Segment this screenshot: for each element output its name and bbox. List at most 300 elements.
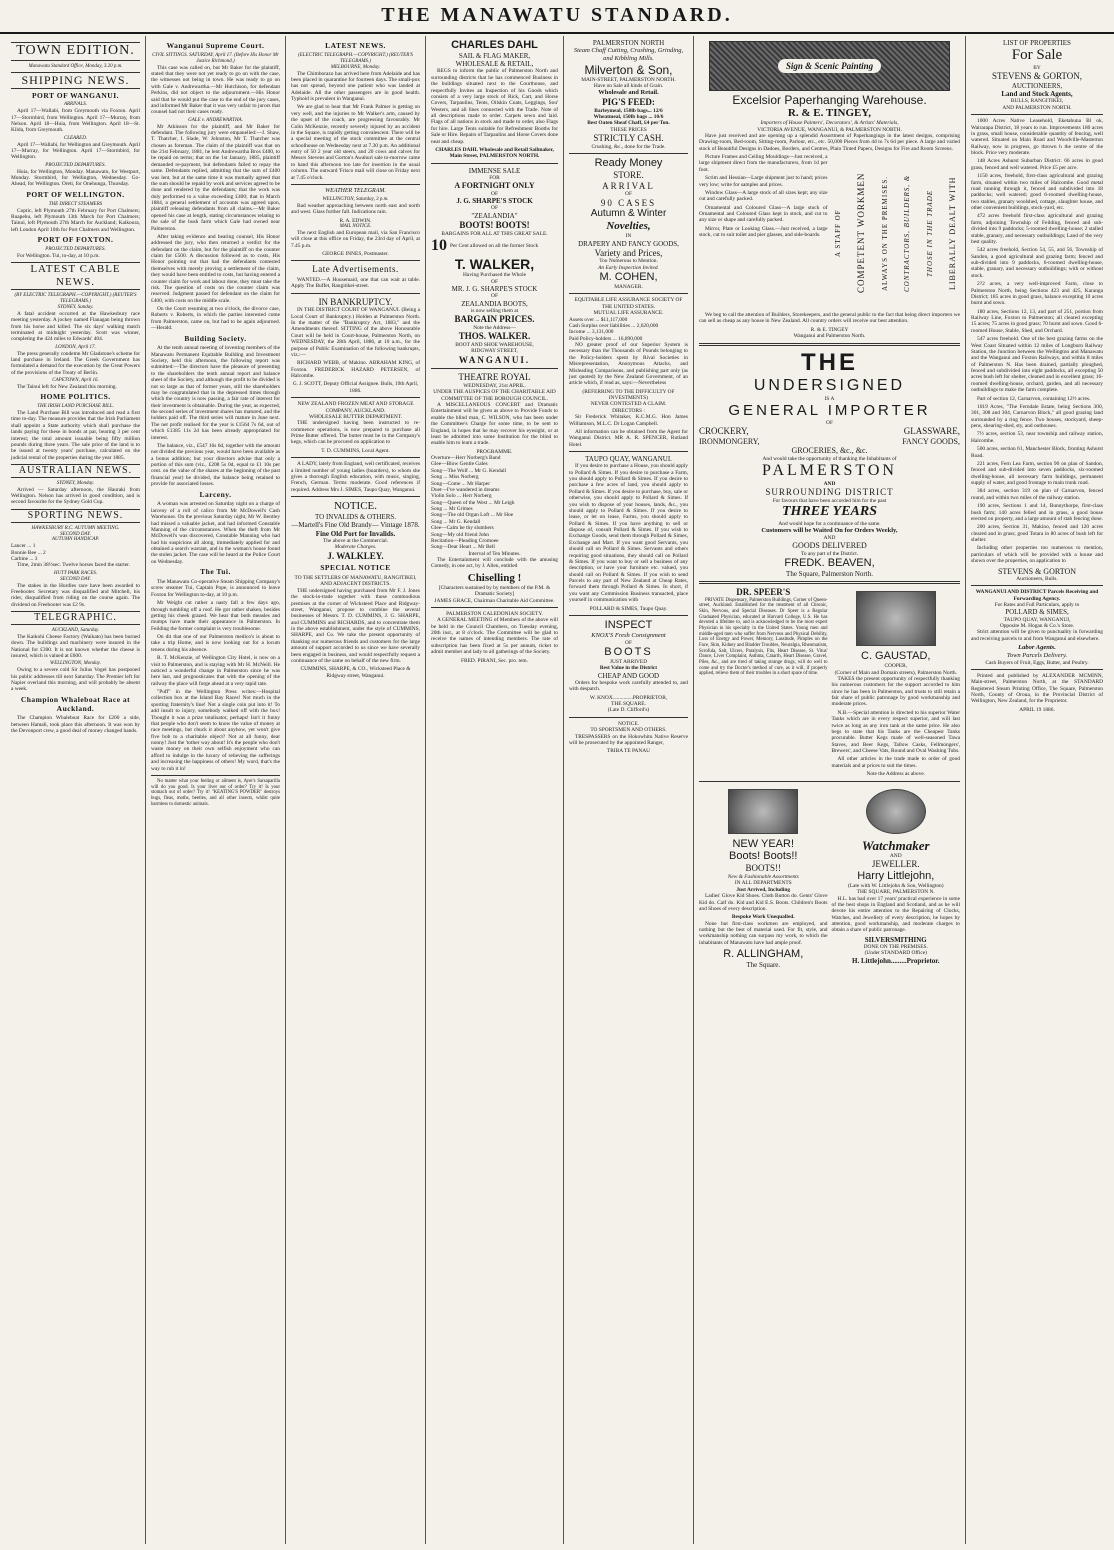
- programme-item: Duet—I've wandered in dreams: [431, 486, 500, 493]
- gaustad-address: (Corner of Main and Domain streets), Palmerston North.: [834, 669, 957, 676]
- milverton: Milverton & Son,: [584, 62, 673, 77]
- shipping-heading: SHIPPING NEWS.: [11, 72, 140, 88]
- cummins-sig: CUMMINS, SHARPE, & CO., Wicksteed Place & Ridgway street, Wanganui.: [300, 666, 411, 679]
- taupo-quay: TAUPO QUAY, WANGANUI,: [1003, 616, 1071, 623]
- divider: [699, 343, 960, 346]
- just-arrived: Just Arrived, Including: [736, 886, 791, 893]
- building-text: At the tenth annual meeting of investing members of the Manawatu Permanent Equitable Building and Investment Society, held this afternoon, the following report was submitted:—The directors have the pleasure of presenting to the shareholders the tenth annual report and balance sheet of the Society, and although the profit to be divided is not so large as that of former years, still the shareholders may be congratulated that in the depressed times through which the country is now passing, a fair rate of interest for their investment is obtainable. During the year, as expected, the second series of investment shares has matured, and the holders paid off. The third series will mature in June next. The net profit realised for the year is £1564 7s 6d, out of which £1385 11s 2d has been already appropriated for interest.: [151, 345, 280, 441]
- silversmithing: SILVERSMITHING: [864, 935, 927, 944]
- programme-item: Song ... Miss Norberg: [431, 474, 479, 481]
- undersigned: UNDERSIGNED: [753, 376, 906, 394]
- hutt-heading: HUTT PARK RACES.: [53, 570, 98, 576]
- main-street: MAIN-STREET, PALMERSTON NORTH.: [581, 76, 676, 83]
- kid-list: Ladies' Glove Kid Shoes. Cloth Button do. Gents' Glove Kid do. Calf do. Kid and Kid E.S. Boots. Children's Boots and Shoes of every description.: [699, 893, 828, 912]
- column-1: [6, 36, 146, 1544]
- beaven: FREDK. BEAVEN,: [784, 556, 875, 569]
- cohen: M. COHEN,: [599, 271, 658, 284]
- theatre-heading: THEATRE ROYAL: [458, 372, 531, 383]
- column-4: [426, 36, 564, 1544]
- divider: [291, 397, 420, 398]
- customers: Customers will be Waited On for Orders Weekly,: [761, 527, 898, 535]
- manager: MANAGER.: [614, 284, 643, 291]
- cooper: COOPER,: [884, 663, 908, 670]
- sail-heading: SAIL & FLAG MAKER,: [458, 51, 531, 60]
- divider: [699, 781, 960, 782]
- wheatmeal: Wheatmeal, 150lb bags ... 10/6: [593, 114, 664, 121]
- chiselling: Chiselling !: [467, 571, 522, 584]
- any-part: To any part of the District.: [800, 550, 859, 557]
- aus-sydney: SYDNEY, Monday.: [56, 480, 95, 486]
- ironmongery: IRONMONGERY,: [699, 436, 760, 446]
- cable-sub: (BY ELECTRIC TELEGRAPH.—COPYRIGHT.) (REUTER'S TELEGRAMS.): [14, 293, 137, 304]
- particulars: Including other properties too numerous to mention, particulars of which will be provided with a house and shown over the properties, on application to: [971, 545, 1103, 565]
- tui-text-3: On dit that one of our Palmerston medico's is about to take a trip Home, and is now looking out for a locum tenens during his absence.: [151, 634, 280, 653]
- autumn-winter: Autumn & Winter: [590, 208, 667, 220]
- of4: OF: [491, 293, 498, 300]
- column-6: [694, 36, 966, 1544]
- pigs-feed: PIG'S FEED:: [602, 97, 655, 108]
- auctioneers: AUCTIONEERS,: [1011, 81, 1063, 90]
- lj-address: THE SQUARE, PALMERSTON N.: [856, 889, 935, 896]
- speer-text: PRIVATE Dispensary, Palmerston Buildings, Corner of Queen-street, Auckland. Established for the treatment of all Chronic, Skin, Nervous, and Special Diseases. Dr Speer is a Regular Graduated Physician, educated at Harvard College, U.S. He has devoted a lifetime to, and is acknowledged to be the most expert Physician in his specialty in the United States. Young men and middle-aged men who suffer from Nervous and Physical Debility, Loss of Energy and Power, Memory, Lassitude, Pimples on the Face, Skin, Kidney and Bladder Troubles, Neuralgia, Rheumatism, Scrofula, Salt, Ulcers, Paralysis, Fits, Heart Disease, St. Vitus' Dance, Liver Complaint, Asthma, Catarrh, Heart Disease, Gravel, Piles, &c., and are tired of taking strange drugs, will do well to come and try the Doctor's method of cure, as it will, if properly applied, relieve them of their troubles in a short space of time.: [699, 597, 828, 677]
- zealandia-boots: ZEALANDIA BOOTS,: [461, 299, 528, 308]
- in-all: IN ALL DEPARTMENTS: [734, 880, 792, 887]
- divider: [569, 615, 688, 616]
- latest-heading: LATEST NEWS.: [325, 41, 386, 50]
- divider: [431, 368, 558, 369]
- in: IN: [625, 233, 632, 240]
- taupo-heading: TAUPO QUAY, WANGANUI.: [585, 455, 672, 464]
- moderate-charges: Moderate Charges.: [334, 544, 377, 551]
- oaten-chaff: Best Oaten Sheaf Chaff, £4 per Ton.: [587, 120, 670, 127]
- column-2: [146, 36, 286, 1544]
- cases: 90 CASES: [600, 197, 657, 208]
- trespass-text: TRESPASSERS on the Hokowhitu Native Reserve will be prosecuted by the appointed Ranger,: [569, 733, 688, 746]
- vert-1: A STAFF OF: [834, 209, 843, 257]
- property-11: 7½ acres, section 53, near township and railway station, Halcombe.: [971, 431, 1103, 444]
- drapery: DRAPERY AND FANCY GOODS,: [578, 239, 679, 248]
- vert-4: CONTRACTORS, BUILDERS, &: [903, 174, 912, 292]
- caledonian-sig: FRED. PIRANI, Sec. pro. tem.: [461, 657, 528, 664]
- beaven-address: The Square, Palmerston North.: [786, 569, 873, 578]
- wknox: W. KNOX...............PROPRIETOR,: [589, 694, 668, 701]
- page-columns: [6, 36, 1108, 1544]
- fortnight: A FORTNIGHT ONLY: [454, 181, 535, 191]
- opposite: Opposite M. Hogan & Co.'s Store.: [999, 623, 1075, 630]
- ridgway: RIDGWAY STREET,: [471, 348, 518, 355]
- stevens-gorton: STEVENS & GORTON,: [991, 71, 1083, 82]
- of2: OF: [491, 205, 498, 212]
- allingham: R. ALLINGHAM,: [723, 948, 804, 961]
- divider: [291, 496, 420, 497]
- clock-illustration: [866, 789, 926, 834]
- knox: KNOX'S Fresh Consignment: [591, 631, 666, 639]
- court-heading: Wanganui Supreme Court.: [166, 41, 265, 50]
- mr-sharpe-stock: MR. J. G. SHARPE'S STOCK: [451, 285, 538, 294]
- late-ads-heading: Late Advertisements.: [312, 264, 399, 275]
- melbourne: MELBOURNE, Monday.: [330, 64, 381, 70]
- property-1: 1000 Acres Native Leasehold, Eketahuna Bl ok, Wairarapa District, 18 years to run. Improvements 180 acres in grass, small house, considerable quantity of fencing, well watered. Situated on Main Road and Woodville-Masterton Railway, now in progress, go thrown h the centre of the block. Price very moderate.: [971, 118, 1103, 157]
- property-16: 200 acres, Section 31, Makino, fenced and 120 acres cleared and in grass; good Totara in 80 acres of bush left for shelter.: [971, 524, 1103, 544]
- second-day: SECOND DAY.: [60, 531, 91, 537]
- tui-text-4: R. T. McKenzie, of Wellington City Hotel, is now on a visit to Palmerston, and is staying with Mr H. McNeill. He noticed a wonderful change in Palmerston since he was here last, and prognosticates that with the opening of the railway the place will forge ahead at a very rapid rate.: [151, 655, 280, 687]
- programme-item: Recitation—Pleading Cromoee: [431, 537, 499, 544]
- autumn-handicap: AUTUMN HANDICAP.: [51, 537, 100, 543]
- new-year: NEW YEAR!: [732, 837, 795, 850]
- note-address: Note the Address—: [473, 325, 516, 332]
- property-9: Part of section 12, Carnarvon, containing 12½ acres.: [977, 395, 1091, 402]
- boots: BOOTS: [604, 645, 653, 658]
- tel-text: The Kaikohi Cheese Factory (Waikato) has been burned down. The buildings and machinery were insured in the National for £300. It is not known whether the cheese is insured, which is valued at £600.: [11, 633, 140, 659]
- divider: [971, 669, 1103, 670]
- tel-auckland: AUCKLAND, Saturday.: [51, 627, 100, 633]
- cable-capetown: CAPETOWN, April 16.: [52, 378, 99, 384]
- parcels-agency: WANGANUI AND DISTRICT Parcels Receiving and Forwarding Agency.: [975, 589, 1099, 602]
- barrel-illustration: [856, 591, 936, 646]
- small-ads: No matter what your feeling or ailment is, Ayer's Sarsaparilla will do you good. Is your liver out of order? Try it! Is your stomach out of order? Try it! "KEATING'S POWDER" destroys bugs, fleas, moths, beetles, and all other insects, whilst quite harmless to domestic animals.: [151, 778, 280, 807]
- divider: [699, 581, 960, 584]
- caledonian-text: A GENERAL MEETING of Members of the above will be held in the Council Chambers, on Tuesday evening, 20th inst., at 8 o'clock. The Committee will be glad to receive the names of intending members. The rate of subscription has been fixed at 5s per annum, ticket to admit member and lady to all gatherings of the Society.: [431, 617, 558, 656]
- programme-item: Song ... Mr Grimes: [431, 506, 473, 513]
- orders-text: Orders for bespoke work carefully attended to, and with despatch.: [569, 679, 688, 693]
- tui-text: The Manawatu Co-operative Steam Shipping Company's screw steamer Tui, Captain Pope, is announced to leave Foxton for Wellington to-day, at 10 p.m.: [151, 579, 280, 598]
- sporting-heading: SPORTING NEWS.: [11, 509, 140, 523]
- programme-item: Song—Queen of the West ... Mr Leigh: [431, 499, 515, 506]
- divider: [291, 184, 420, 185]
- palmerston-north: AND PALMERSTON NORTH.: [1002, 104, 1072, 111]
- premises: DONE ON THE PREMISES.: [863, 944, 928, 951]
- gale-text: Mr Atkinson for the plaintiff, and Mr Baker for defendant. The following jury were empanelled:—J. Shaw, T. Thatcher, I. Slade, W. Johnston, Mr T. Thatcher was chosen as foreman. The claim of the plaintiff was that on the 21st February, 1881, he lent Andrewartha Bros £400, to be repaid on terms; that on the 1st January, 1885, plaintiff demanded re-payment, but defendants failed to repay the same. Defendants replied, admitting that the sum of £400 was lent, but at the same time it was mutually agreed that the sum should be repaid by work and services agreed to be done and rendered by the defendants; that the work was duly performed to a value exceeding £400; that in March 1884, a general settlement of accounts was agreed upon, plaintiff releasing defendants from all claims.—Mr Baker opened his case at length, stating circumstances relating to the sale of the bush farm which Gale had owned near Palmerston.: [151, 123, 280, 232]
- local-text: We are glad to hear that Mr Frank Palmer is getting on very well, and the injuries to Mr Walker's arm, caused by the upset of the coach, are progressing favourably. Mr Colin McKenzie, recently severely injured by an accident in the Square, is rapidly getting convalescent. There will be a special meeting of the stock committee at the central schoolhouse on Wednesday next at 7.30 p.m. An additional entry of 50 2 year old steers, and 20 cows and calves for Messrs Stevens and Gorton's Awahuri sale to-morrow came to hand this afternoon too late for insertion in the usual column. The outward 'Frisco mail will close on Friday next at 7.45 o'clock.: [291, 104, 420, 181]
- watchmaker: Watchmaker: [861, 837, 930, 853]
- palmerston: PALMERSTON: [762, 461, 897, 479]
- warehouse: BOOT AND SHOE WAREHOUSE,: [455, 342, 534, 348]
- immense-sale: IMMENSE SALE: [468, 166, 521, 175]
- barleymeal: Barleymeal, 150lb bags... 12/6: [594, 107, 663, 114]
- steamers-text: Coptic, left Plymouth 27th February for Port Chalmers; Ruapehu, left Plymouth 13th March for Port Chalmers; Tainui, left Plymouth 27th March for Auckland; Kaikoura, left London April 10th for Port Chalmers and Wellington.: [11, 207, 140, 233]
- tingey-address: VICTORIA AVENUE, WANGANUI, & PALMERSTON NORTH.: [757, 126, 902, 133]
- printed-by: Printed and published by ALEXANDER MCMINN, Main-street, Palmerston North, at the STANDARD Registered Steam Printing Office, The Square, Palmerston North, County of Oroua, in the Provincial District of Wellington, New Zealand, for the Proprietor.: [971, 672, 1103, 705]
- mail-heading: MAIL NOTICE.: [339, 223, 372, 229]
- equitable-heading: EQUITABLE LIFE ASSURANCE SOCIETY OF THE UNITED STATES.: [574, 297, 683, 310]
- never-contested: NEVER CONTESTED A CLAIM.: [590, 401, 667, 408]
- mail-sig: GEORGE INNES, Postmaster.: [322, 251, 389, 257]
- ranger: TRIBA TE PANAU: [606, 748, 651, 755]
- property-2: 148 Acres Ashurst Suburban District. 66 acres in good grass, fenced and well watered. Price £5 per acre.: [971, 158, 1103, 171]
- having-purchased: Having Purchased the Whole: [463, 272, 526, 279]
- building-text-2: The balance, viz., £547 16s 6d, together with the amount not divided the previous year, would have been available as a bonus addition; but your directors advise that only a portion of this sum (viz., £208 5s 0d, equal to £1 10s per cent. on the value of the shares at the beginning of the past financial year) be divided, the balance being retained to provide for associated losses.: [151, 442, 280, 488]
- cable-heading: LATEST CABLE NEWS.: [11, 262, 140, 290]
- store: STORE.: [613, 170, 644, 181]
- port-wanganui: PORT OF WANGANUI.: [31, 90, 120, 100]
- caledonian-heading: PALMERSTON CALEDONIAN SOCIETY.: [446, 610, 543, 617]
- hope: And would hope for a continuance of the same.: [778, 520, 881, 527]
- late-of: (Late with W. Littlejohn & Son, Wellington): [847, 882, 944, 889]
- programme-item: Song ... Mr G. Kendall: [431, 518, 481, 525]
- surrounding: SURROUNDING DISTRICT: [765, 487, 894, 498]
- jeweller: JEWELLER.: [871, 859, 920, 870]
- bespoke: Bespoke Work Unequalled.: [731, 914, 795, 921]
- favours: For favours that have been accorded him for the past: [772, 497, 887, 504]
- tingey-sig-2: Wanganui and Palmerston North.: [793, 333, 866, 340]
- ten-percent: 10: [431, 237, 447, 255]
- cable-sydney: SYDNEY, Sunday.: [57, 304, 94, 310]
- referring: (REFERRING TO THE DIFFICULTY OF INVESTMENTS): [582, 388, 675, 402]
- theatre-text: A MISCELLANEOUS CONCERT and Dramatic Entertainment will be given as above to Provide Funds to enable the blind man, C. WILSON, who has been under the Committee's Charge for some time, to be sent to England, in hopes that he may recover his eyesight, or at least be admitted into some Institution for the blind to enable him to learn a trade.: [431, 402, 558, 447]
- littlejohn: Harry Littlejohn,: [857, 869, 935, 882]
- interval: Interval of Ten Minutes.: [468, 550, 521, 557]
- irish-text: The Land Purchase Bill was introduced and read a first time to-day. The measure provides that the Irish Parliament shall appoint a State authority which shall purchase the lands paying for these in bonds at par, bearing 3 per cent interest; the total amount issuable being fifty million pounds during three years. The sale price of the land is to be issued at twenty years' purchase, calculated on the judicial rental of the properties during the year 1885.: [11, 410, 140, 461]
- bankruptcy-heading: IN BANKRUPTCY.: [318, 296, 393, 307]
- divider: [971, 114, 1103, 115]
- pollard-sig: POLLARD & SIMES, Taupo Quay.: [589, 605, 668, 612]
- australian-heading: AUSTRALIAN NEWS.: [11, 464, 140, 478]
- theatre-sub: UNDER THE AUSPICES OF THE CHARITABLE AID COMMITTEE OF THE BOROUGH COUNCIL.: [433, 389, 556, 402]
- results-time: Time, 2min 38½sec. Twelve horses faced the starter.: [17, 562, 130, 569]
- lj-sig: H. Littlejohn.........Proprietor.: [852, 956, 940, 965]
- frozen-heading: NEW ZEALAND FROZEN MEAT AND STORAGE COMPANY, AUCKLAND.: [297, 401, 414, 414]
- rates: For Rates and Full Particulars, apply to: [994, 602, 1080, 609]
- result-2: Bonnie Bee ... 2: [11, 549, 46, 556]
- property-15: 190 acres, Sections 1 and 14, Bunnythorpe, first-class bush farm; 140 acres felled and in grass, a good house erected on property, and a large amount of stab fencing done.: [971, 503, 1103, 522]
- dahl-text: BEGS to inform the public of Palmerston North and surrounding districts that he has commenced Business in the buildings situated next to the Courthouse, and respectfully Invites an Inspection of his Goods which consists of a very large stock of Rick, Cart, and Horse Covers, Tarpaulins, Tents, Oilskin Coats, Leggings, Sou' Westers, and all lines connected with the Trade. Note of all descriptions made to order. Carpets sewn and laid. Flags of all nations in stock and made to order, also Flags for hire. Large Tents suitable for Refreshment Booths for Sale or Hire. Repairs of Tarpaulins and Horse Covers done neat and cheap.: [431, 68, 558, 145]
- weather-wel: WELLINGTON, Saturday, 3 p.m.: [322, 196, 389, 202]
- vert-5: THOSE IN THE TRADE: [925, 189, 934, 277]
- arrival: ARRIVAL: [602, 180, 655, 191]
- asset-row: Paid Policy-holders ... 16,890,000: [569, 335, 643, 342]
- bankruptcy-text: IN THE DISTRICT COURT OF WANGANUI. (Being a Local Court of Bankruptcy.) Holden at Palmerston North. In the matter of the "Bankruptcy Act, 1883," and the Amendments thereof. SITTING of the above Honourable Court will be held in Court-house, Palmerston North, on WEDNESDAY, the 28th April, 1886, at 10 a.m., for the purpose of Public Examination of the following bankrupts, viz.:—: [291, 307, 420, 358]
- lady-ad: A LADY, lately from England, well certificated, receives a limited number of young ladies (boarders), to whom she gives a thorough English education, with music, singing, French, German. Terms moderate. Good references if required. Address Mrs J. SIMES, Taupo Quay, Wanganui.: [291, 461, 420, 493]
- strict-attention: Strict attention will be given to punctuality in forwarding and receiving parcels to and from Wanganui and elsewhere.: [971, 629, 1103, 642]
- projected-text: Huia, for Wellington, Monday. Manawatu, for Westport, Monday. Stormbird, for Wellington, Wednesday. Go-Ahead, for Wellington. Oreti, for Onehunga, Thursday.: [11, 168, 140, 188]
- too-numerous: Too Numerous to Mention.: [599, 258, 658, 265]
- commercial: The above at the Commercial.: [322, 537, 389, 544]
- gaustad-other: All other articles in the trade made to order of good materials and at prices to suit the times.: [831, 756, 960, 769]
- aus-text: Arrived — Saturday afternoon, the Hauraki from Wellington. Nelson has arrived in good condition, and is second favourite for the Sydney Gold Cup.: [11, 486, 140, 506]
- boots-3: BOOTS!!: [745, 863, 781, 874]
- best-value: Best Value in the District: [599, 665, 658, 672]
- column-5: [564, 36, 694, 1544]
- of: OF: [625, 191, 632, 198]
- excelsior: Excelsior Paperhanging Warehouse.: [732, 93, 927, 107]
- larceny-heading: Larceny.: [199, 489, 232, 499]
- wholesale-heading: WHOLESALE & RETAIL,: [455, 60, 534, 69]
- court-text: This case was called on, but Mr Baker for the plaintiff, stated that they were not yet ready to go on with the case, the witnesses not being in town. He was ready to go on with Gale v. Andrewartha.—Mr Hutchison, for defendant Perkins, did not object to the adjournment.—His Honor said that he would put the case to the end of the jury cases, and informed Mr Baker that it was very unfair to jurors that counsel had not their cases ready.: [151, 64, 280, 116]
- and: AND: [823, 480, 836, 487]
- office-line: Manawatu Standard Office, Monday, 3.20 p.m.: [28, 63, 123, 69]
- divider: [291, 293, 420, 294]
- foxton-heading: PROJECTED DEPARTURES.: [45, 246, 106, 252]
- programme-item: Glee—Blow Gentle Gales: [431, 461, 488, 468]
- projected-heading: PROJECTED DEPARTURES.: [45, 162, 106, 168]
- port-invalids: Fine Old Port for Invalids.: [315, 529, 396, 538]
- steamers-heading: THE DIRECT STEAMERS: [48, 201, 103, 207]
- property-14: 384 acres, section 319 on plan of Carnarvon, fenced round, and within two miles of the railway station.: [971, 488, 1103, 501]
- hutt-day: SECOND DAY.: [60, 576, 91, 582]
- sharpe-stock: J. G. SHARPE'S STOCK: [456, 197, 533, 206]
- weather-heading: WEATHER TELEGRAM.: [325, 187, 386, 194]
- bankruptcy-names: RICHARD WEBB, of Makino. ABRAHAM KING, of Foxton. FREDERICK HAZARD PETERSEN, of Halcombe.: [291, 360, 420, 380]
- stevens-gorton-2: STEVENS & GORTON: [997, 566, 1077, 576]
- for-sale: For Sale: [1011, 47, 1063, 64]
- wanganui: WANGANUI.: [458, 354, 531, 365]
- telegraphic-heading: TELEGRAPHIC.: [11, 611, 140, 625]
- notice-heading: NOTICE.: [333, 500, 378, 513]
- theatre-date: WEDNESDAY, 21st APRIL.: [463, 382, 526, 389]
- property-13: 221 acres, Fern Lea Farm, section 90 on plan of Sandon, fenced and sub-divided into seven paddocks, six-roomed dwelling-house, all necessary farm buildings, permanent supply of water, and good frontage to main trunk road.: [971, 460, 1103, 487]
- divider: [291, 457, 420, 458]
- fancy-goods: FANCY GOODS,: [902, 436, 960, 446]
- builders-text: We beg to call the attention of Builders, Storekeepers, and the general public to the fact that being direct importers we can sell as cheap as any house in New Zealand. All country orders will receive our best attention.: [699, 312, 960, 325]
- bargains: BARGAINS FOR ALL AT THIS GREAT SALE.: [441, 230, 548, 237]
- boots-boots: BOOTS! BOOTS!: [459, 220, 530, 231]
- invalids-heading: TO INVALIDS & OTHERS.: [314, 513, 397, 522]
- directors-list: Sir Frederick Whitaker, K.C.M.G. Hon James Williamson, M.L.C. Dr Logan Campbell.: [569, 414, 688, 427]
- boots-boots: Boots! Boots!!: [729, 850, 798, 863]
- general-importer: GENERAL IMPORTER: [728, 402, 931, 420]
- town-parcels: Town Parcels Delivery.: [1006, 651, 1068, 659]
- walker-heading: T. WALKER,: [454, 255, 535, 272]
- lj-text: H.L. has had over 17 years' practical experience in some of the best shops in England and Scotland, and as he will devote his entire attention to the Repairing of Clocks, Watches, and Jewellery of every description, he hopes by attention, good workmanship, and moderate charges to obtain a share of public patronage.: [831, 895, 960, 934]
- town-edition-heading: TOWN EDITION.: [11, 42, 140, 61]
- importers: Importers of House Painters', Decorators', & Artists' Materials,: [760, 120, 899, 127]
- property-7: 180 acres, Sections 12, 13, and part of 251, portion from Railway Line, Foxton to Palmerston; all cleared excepting 15 acres; 75 acres in good grass; 70 burnt and sown. Good 6-roomed House, Stable, Shed, and Orchard.: [971, 308, 1103, 334]
- divider: [291, 260, 420, 261]
- ten-text: Per Cent allowed on all the former Stock: [450, 243, 539, 250]
- foxton-text: For Wellington. Tui, to-day, at 10 p.m.: [17, 252, 100, 259]
- divider: [151, 775, 280, 776]
- under-standard: (Under STANDARD Office): [864, 950, 927, 957]
- cleared-text: April 17—Wallabi, for Wellington and Greymouth. April 17—Murray, for Wellington. April 17—Stormbird, for Wellington.: [11, 141, 140, 161]
- thos-walker: THOS. WALKER.: [458, 331, 531, 342]
- result-1: Lancer ... 1: [11, 543, 36, 550]
- inspect: INSPECT: [604, 618, 653, 631]
- tui-text-2: Mr Weight cut rather a nasty fall a few days ago, through tumbling off a roof. He got rather shaken, besides getting his cheek grazed. We hear that both measles and mumps have made their appearance in Palmerston. In Feilding the former complaint is very troublesome.: [151, 600, 280, 632]
- programme-item: Song—The old Organ Loft ... Mr Hoe: [431, 512, 514, 519]
- result-3: Carbine ... 3: [11, 556, 38, 563]
- vert-2: COMPETENT WORKMEN: [856, 172, 867, 294]
- irish-heading: THE IRISH LAND PURCHASE BILL.: [37, 404, 114, 410]
- asset-row: Cash Surplus over liabilities ... 2,620,000: [569, 322, 659, 329]
- dahl-sig: CHARLES DAHL Wholesale and Retail Sailmaker, Main Street, PALMERSTON NORTH.: [435, 146, 554, 160]
- wanted-ad: WANTED.—A Housemaid, one that can wait at table. Apply The Buffet, Rangitikei-street.: [291, 276, 420, 290]
- taupo-text: If you desire to purchase a House, you should apply to Pollard & Simes. If you desire to purchase a Farm, you should apply to Pollard & Simes. If you desire to purchase a few acres of land, you should apply to Pollard & Simes. If you desire to purchase, buy, sale or otherwise, you should apply to Pollard & Simes. If you wish to dispose of your houses, lands, &c., you should apply to Pollard & Simes. If you desire to lease, or let on lease, Farms, you should apply to Pollard & Simes. If you have anything to sell or dispose of, consult Pollard & Simes. If you wish to Exchange Goods, send them through Pollard & Simes, Exchange and Mart. If you want good Servants, you should call on Pollard & Simes. Servants and others requiring good situations, they should call on Pollard & Simes. If you want to buy or sell a business of any description, or have your furniture etc. valued, you should call on Pollard & Simes. If you wish to send Parcels to any part of New Zealand at Cheap Rates, forward them through Pollard & Simes. In short, if you want any Commission Business transacted, place yourself in communication with: [569, 463, 688, 604]
- early-inspection: An Early Inspection Invited.: [598, 264, 659, 271]
- property-10: 1019 Acres, "The Ferndale Estate, being Sections 300, 301, 308 and 304, Carnarvon Block," all good grazing land surrounded by a ring fence. Two houses, stockyard, sheep-pens, shearing-shed, sty, and outhouses.: [971, 403, 1103, 430]
- is-a: IS A: [824, 395, 835, 402]
- and-3: AND: [889, 852, 902, 859]
- of: OF: [826, 419, 833, 426]
- agent-text: All information can be obtained from the Agent for Wanganui District. MR A. R. SPENCER, Rutland Hotel.: [569, 428, 688, 448]
- sportsmen: TO SPORTSMEN AND OTHERS.: [590, 727, 667, 734]
- bulls: BULLS, RANGITIKEI,: [1010, 98, 1064, 105]
- gale-text-2: After taking evidence and hearing counsel, His Honor addressed the jury, who then returned a verdict for the defendant on the claim, but for the plaintiff on the counter claim for £500. A discussion followed as to costs, His Honor pointing out that had the defendants contested themselves with merely proving a settlement of the claim, they would have been entitled to costs, but having entered a counter claim for work and labour done, they must take the risk. The question of costs on the counter claim was reserved. Judgment passed for defendant on the claim for £400, with costs on the middle scale.: [151, 233, 280, 304]
- settlers-heading: TO THE SETTLERS OF MANAWATU, RANGITIKEI, AND ADJACENT DISTRICTS.: [294, 575, 417, 588]
- three-years: THREE YEARS: [781, 504, 878, 520]
- auctioneers-bulls: Auctioneers, Bulls.: [1016, 575, 1058, 582]
- land-stock: Land and Stock Agents,: [1001, 90, 1073, 99]
- programme-item: Song—Dear Heart ... Mr Bell: [431, 544, 495, 551]
- sign-painting-banner: [709, 41, 950, 91]
- hawkesbury-heading: HAWKESBURY R.C. AUTUMN MEETING.: [31, 525, 120, 531]
- list-properties: LIST OF PROPERTIES: [1003, 39, 1071, 47]
- thanking: And would take the opportunity of thanking the Inhabitants of: [762, 455, 897, 462]
- crushing: Crushing, &c., done for the Trade.: [591, 143, 666, 150]
- butter-sig: T. D. CUMMINS, Local Agent.: [321, 447, 390, 454]
- tingey: R. & E. TINGEY,: [787, 107, 872, 120]
- column-3: [286, 36, 426, 1544]
- james-grace: JAMES GRACE, Chairman Charitable Aid Committee.: [434, 597, 555, 604]
- capetown-text: The Tainui left for New Zealand this morning.: [17, 383, 117, 390]
- port-wellington: PORT OF WELLINGTON.: [26, 189, 125, 199]
- zealandia: "ZEALANDIA": [471, 211, 518, 220]
- these-prices: THESE PRICES: [610, 126, 647, 133]
- property-8: 547 acres freehold. One of the best grazing farms on the West Coast Situated within 12 miles of Longburn Railway Station, the Junction between the Wellington and Manawatu and the Wanganui and Foxton Railways, and within 8 miles of Palmerston N. Has been drained, partially ploughed, fenced and subdivided into eight paddocks, all excepting 50 acres bush left for shelter, cleaned and in excellent grass; 16-roomed dwelling-house, orchard, garden, and all necessary outbuildings to make the farm complete.: [971, 336, 1103, 394]
- divider: [569, 451, 688, 452]
- of: OF: [491, 190, 498, 197]
- ornamental: Ornamental and Coloured Glass—A large stock of Ornamental and Coloured Glass kept in stock, and cut to any size or shape and carefully packed.: [699, 204, 828, 224]
- picture-frames: Picture Frames and Ceiling Mouldings—Just received, a large shipment direct from the manufacturers, from 1d per foot.: [699, 154, 828, 173]
- cash-buyers: Cash Buyers of Fruit, Eggs, Butter, and Poultry.: [985, 659, 1089, 666]
- vert-6: LIBERALLY DEALT WITH: [947, 176, 957, 290]
- programme-item: Violin Solo ... Herr Norberg: [431, 493, 492, 500]
- scrim: Scrim and Hessian—Large shipment just to hand; prices very low; write for samples and prices.: [699, 175, 828, 188]
- ready-money: Ready Money: [594, 157, 663, 170]
- cable-london: LONDON, April 17.: [55, 344, 96, 350]
- goods-delivered: GOODS DELIVERED: [792, 541, 867, 551]
- programme-heading: PROGRAMME.: [476, 448, 513, 455]
- divider: [431, 607, 558, 608]
- bankruptcy-sig: G. J. SCOTT, Deputy Official Assignee. Bulls, 19th April, 1886.: [292, 381, 419, 394]
- column-7: [966, 36, 1108, 1544]
- gaustad: C. GAUSTAD,: [861, 650, 931, 663]
- property-4: 472 acres freehold first-class agricultural and grazing farm, adjoining Township of Feilding, fenced and sub-divided into 9 paddocks; 5-roomed dwelling-house; 2 stalled stable, granary, and necessary outbuildings; Land of the very best quality.: [971, 213, 1103, 245]
- for: FOR: [489, 174, 500, 181]
- late-clifford: (Late D. Clifford's): [607, 707, 650, 714]
- allingham-square: The Square.: [746, 961, 781, 970]
- port-foxton: PORT OF FOXTON.: [37, 235, 114, 245]
- labor-agents: Labor Agents.: [1018, 644, 1056, 652]
- selling-at: is now selling them at: [470, 308, 519, 315]
- new-fashion: New & Fashionable Assortments: [727, 874, 799, 881]
- gaustad-text: TAKES the present opportunity of respectfully thanking his numerous customers for the support accorded to him since he has been in Palmerston, and trusts to still retain a fair share of public patronage by good workmanship and moderate prices.: [831, 675, 960, 708]
- tel-wel-text: Owing to a severe cold Sir Julius Vogel has postponed his public addresses till next Saturday. The Premier left for Napier overland this morning, and will probably be absent a week.: [11, 667, 140, 693]
- property-6: 2?2 acres, a very well-improved Farm, close to Palmerston North, being Sections 423 and 425, Karanga District; 185 acres in good grass, balance excepting 10 acres burnt and sown.: [971, 281, 1103, 307]
- masthead: THE MANAWATU STANDARD.: [0, 4, 1114, 34]
- divider: [569, 293, 688, 294]
- novelties: Novelties,: [606, 220, 651, 233]
- property-12: 500 acres, section 61, Manchester Block, fronting Ashurst Road.: [971, 446, 1103, 459]
- crockery: CROCKERY,: [699, 426, 749, 437]
- divider: [569, 717, 688, 718]
- just-arrived: JUST ARRIVED: [609, 658, 648, 665]
- directors-heading: DIRECTORS :: [612, 407, 645, 414]
- characters: [Characters sustained by by members of the P.M. & Dramatic Society]: [438, 584, 551, 598]
- property-3: 1150 acres, freehold, first-class agricultural and grazing farm, situated within two miles of Halcombe. Good metal road running through it, fenced and subdivided into 18 paddocks; well watered; good 6-roomed dwelling-house, two stables, granary woolshed, cottage, slaughter house, and other convenient buildings, stock-yard, etc.: [971, 173, 1103, 212]
- pollard-simes: POLLARD & SIMES,: [1005, 608, 1069, 617]
- mutual-heading: MUTUAL LIFE ASSURANCE.: [593, 310, 664, 317]
- whaleboat-text: The Champion Whaleboat Race for £200 a side, between Hamali, took place this afternoon. It was won by the Devonport crew, a good deal of money changed hands.: [11, 715, 140, 735]
- wholesale-retail: Wholesale and Retail.: [598, 89, 659, 97]
- boot-illustration: [728, 789, 798, 834]
- mail-text: The next English and European mail, via San Francisco will close at this office on Friday, the 23rd day of April, at 7.45 p.m.: [291, 229, 420, 249]
- equitable-text: NO greater proof of our Superior System is necessary than the Thousands of Pounds belonging to the Policy-holders spent by Rival Societies in Misrepresentation, Anonymous Attacks, and Misleading Comparisons, and publishing part only (as just quoted) by the New Zealand Government, of an article which, if read as, says:—Nevertheless: [569, 342, 688, 387]
- dahl-heading: CHARLES DAHL: [451, 39, 538, 51]
- banner-text: Sign & Scenic Painting: [778, 59, 881, 74]
- divider: [431, 163, 558, 164]
- cheap-good: CHEAP AND GOOD: [597, 671, 660, 680]
- programme-item: Song—My old friend John: [431, 531, 489, 538]
